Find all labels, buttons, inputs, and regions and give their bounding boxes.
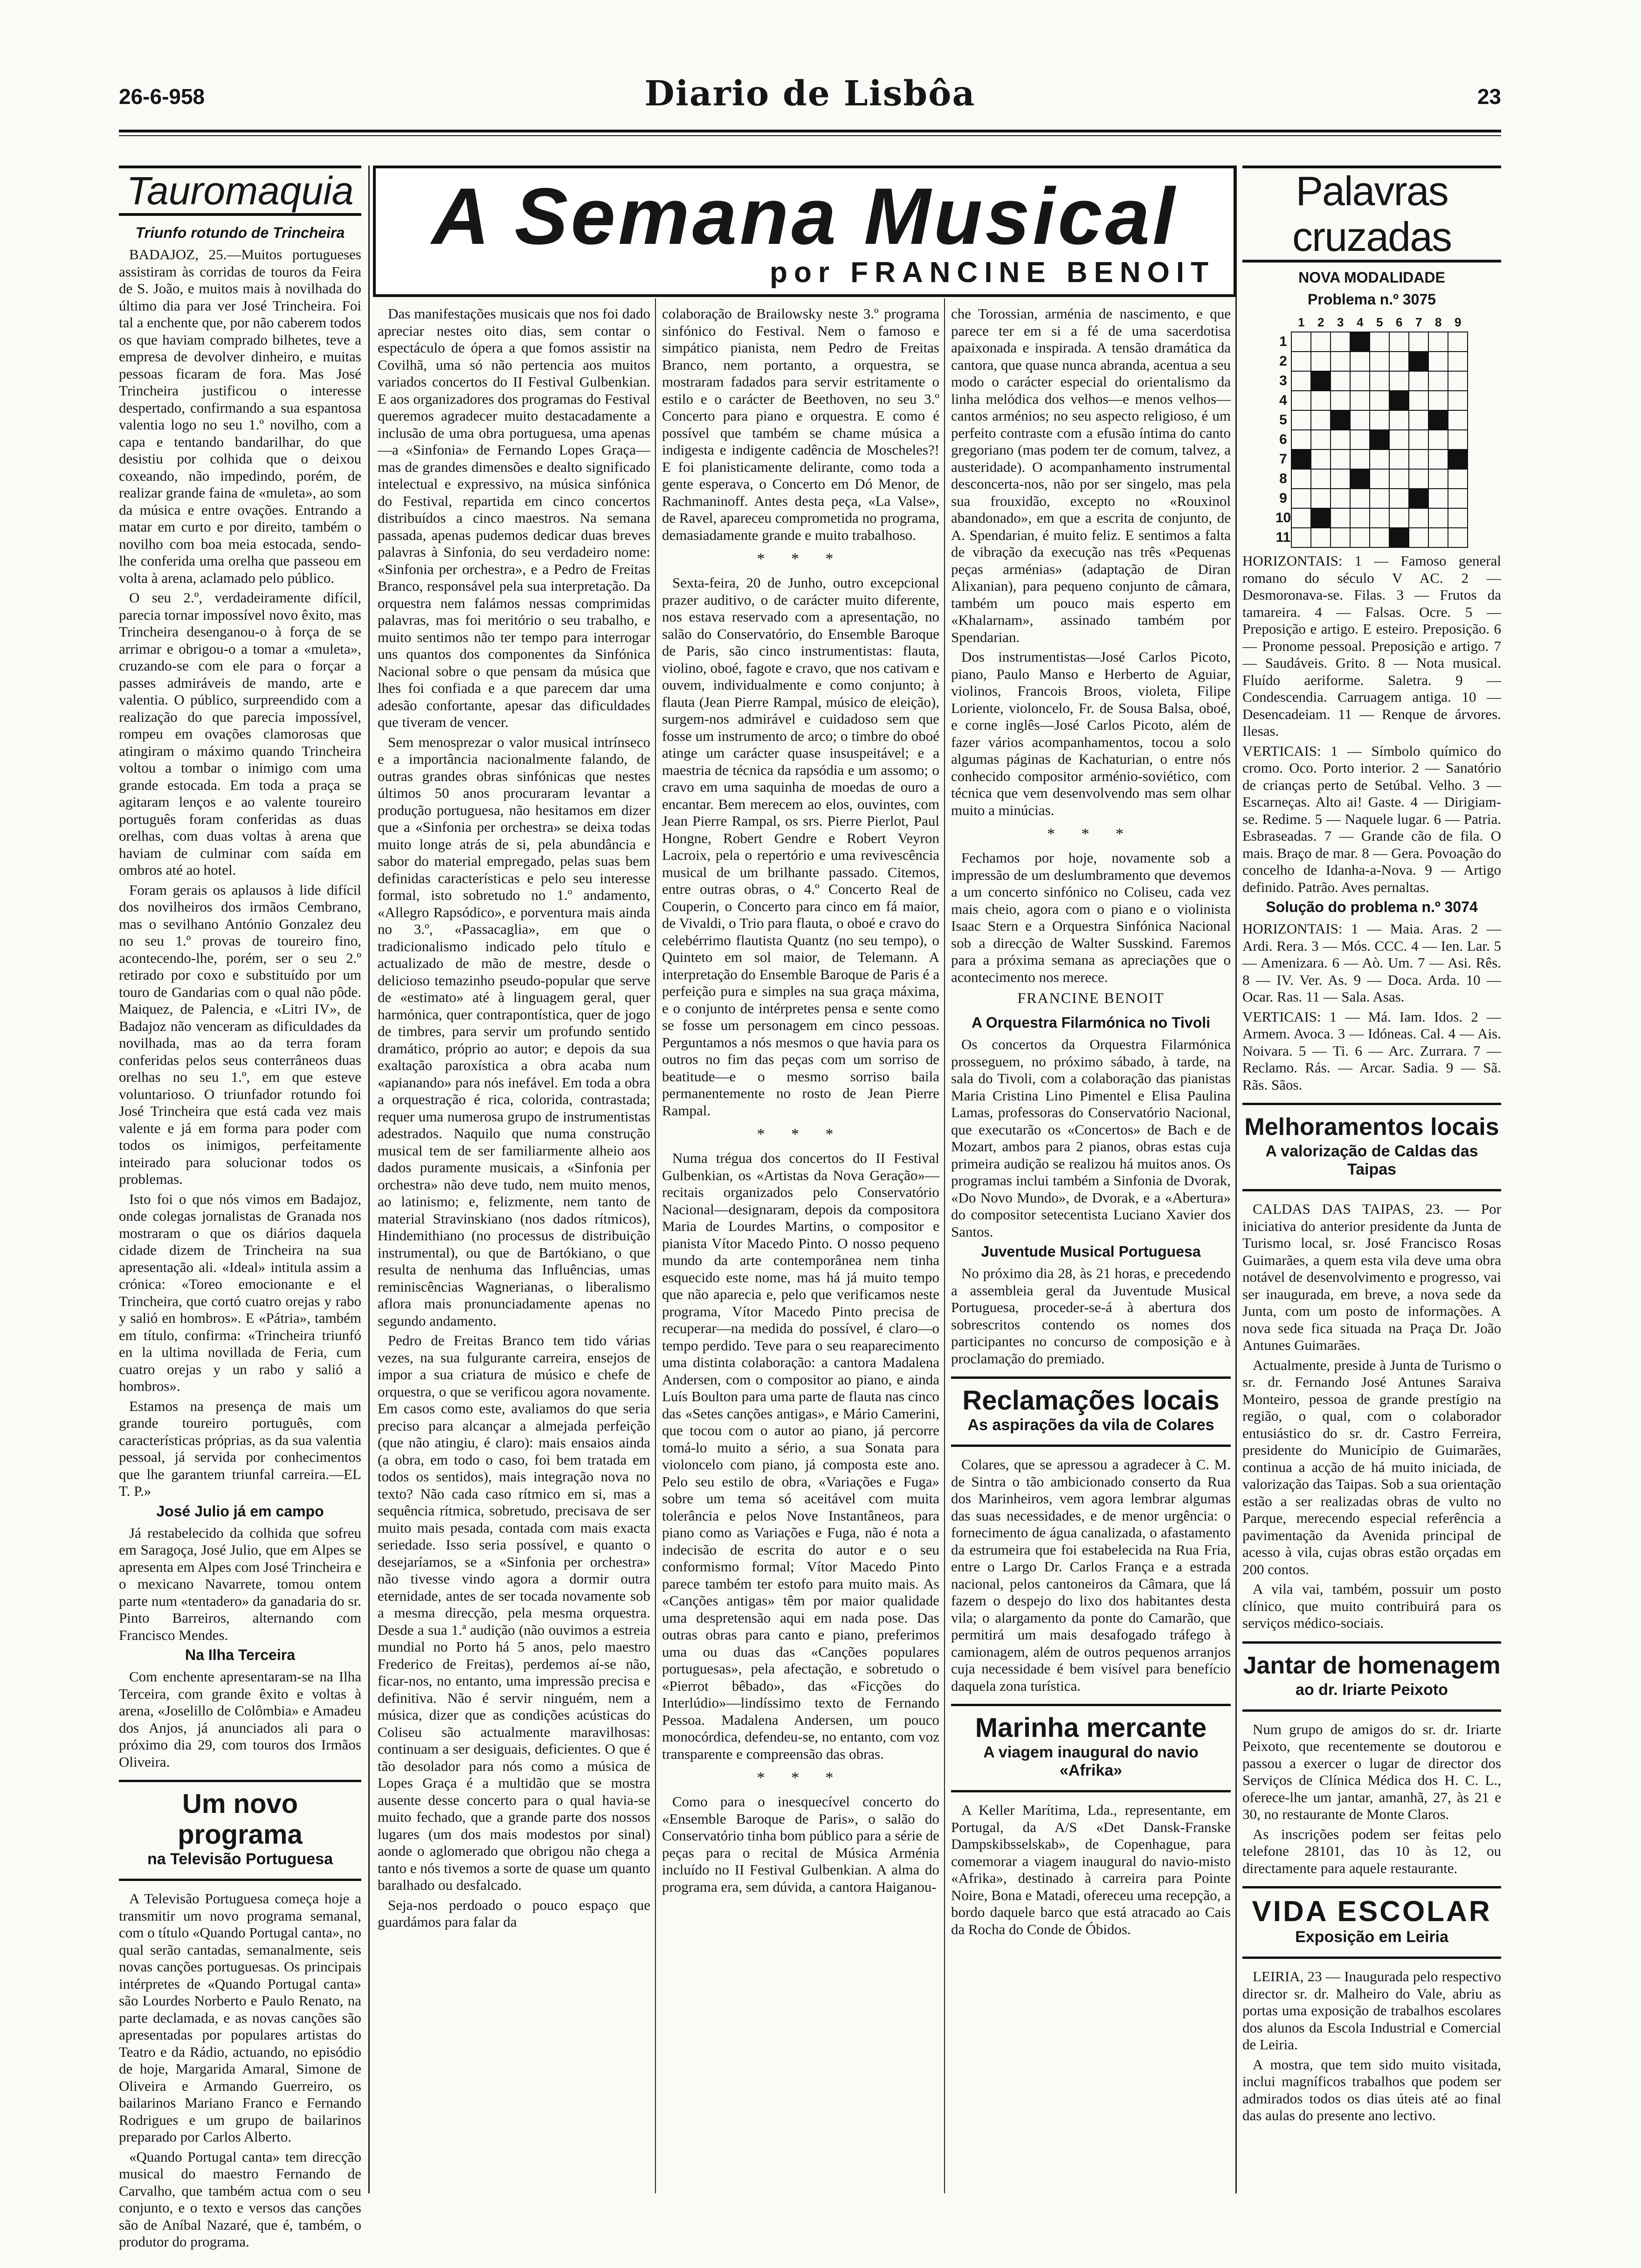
grid-cell[interactable] (1350, 410, 1370, 430)
crossword-grid[interactable] (1276, 313, 1468, 548)
grid-black-cell (1409, 489, 1428, 508)
grid-column-number: 6 (1395, 315, 1403, 329)
crossword-title: Palavras cruzadas (1242, 166, 1501, 263)
subheadline: As aspirações da vila de Colares (967, 1416, 1214, 1434)
grid-row-number: 7 (1279, 451, 1287, 467)
headline: A Orquestra Filarmónica no Tivoli (971, 1014, 1211, 1031)
vida-escolar-box (1242, 1886, 1501, 1959)
music-banner (373, 166, 1236, 297)
banner-title: A Semana Musical (432, 172, 1178, 261)
masthead-rule (119, 130, 1501, 132)
grid-row-number: 5 (1279, 412, 1287, 428)
grid-cell[interactable] (1291, 410, 1311, 430)
paragraph: Sexta-feira, 20 de Junho, outro excepcional prazer auditivo, o de carácter muito diferente, nos estava reservado com a apresentação, no salão do Conservatório, do Ensemble Baroque de Paris, são cinco instrumentistas: flauta, violino, oboé, fagote e cravo, que nos cativam e ouvem, individualmente e como conjunto; à flauta (Jean Pierre Rampal, músico de eleição), surgem-nos admirável e cuidadoso sem que fosse um instrumento de arco; o timbre do oboé atinge um carácter quase insuspeitável; e a maestria de técnica da rapsódia e um assomo; o cravo em uma saquinha de moedas de ouro a encantar. Bem merecem ao elos, ouvintes, com Jean Pierre Rampal, os srs. Pierre Pierlot, Paul Hongne, Robert Gendre e Robert Veyron Lacroix, pela o repertório e uma revivescência musical de um brilhante passado. Citemos, entre outras obras, o 4.º Concerto Real de Couperin, o Concerto para cinco em fá maior, de Vivaldi, o Trio para flauta, o oboé e cravo do celebérrimo flautista Quantz (no seu tempo), o Quinteto em sol maior, de Telemann. A interpretação do Ensemble Baroque de Paris é a perfeição pura e simples na sua graça máxima, e o conjunto de intérpretes pensa e sente como se fosse um personagem em cinco pessoas. Perguntamos a nós mesmos o que havia para os outros no fim das peças com um sorriso de beatitude—e o mesmo sorriso baila permanentemente no rosto de Jean Pierre Rampal. (662, 574, 939, 1119)
column-right (1242, 166, 1501, 2193)
paragraph: A Keller Marítima, Lda., representante, em Portugal, da A/S «Det Dansk-Franske Dampskibsselskab», de Copenhague, para comemorar a viagem inaugural do navio-misto «Afrika», destinado à carreira para Pointe Noire, Bona e Matadi, ofereceu uma recepção, a bordo daquele barco que está atracado ao Cais da Rocha do Conde de Óbidos. (951, 1802, 1231, 1937)
grid-cell[interactable] (1291, 332, 1311, 352)
headline: Juventude Musical Portuguesa (981, 1243, 1201, 1260)
grid-black-cell (1311, 508, 1331, 528)
grid-cell[interactable] (1331, 449, 1350, 469)
grid-black-cell (1448, 449, 1468, 469)
grid-cell[interactable] (1311, 430, 1331, 449)
grid-cell[interactable] (1409, 332, 1428, 352)
separator-stars: * * * (1047, 825, 1135, 843)
grid-cell[interactable] (1311, 489, 1331, 508)
crossword-problem: Problema n.º 3075 (1308, 291, 1436, 308)
grid-black-cell (1428, 410, 1448, 430)
grid-cell[interactable] (1428, 508, 1448, 528)
grid-cell[interactable] (1311, 528, 1331, 547)
paragraph: Com enchente apresentaram-se na Ilha Terceira, com grande êxito e voltas à arena, «Joselillo de Colômbia» e Amadeu dos Anjos, já anunciados ali para o próximo dia 29, com touros dos Irmãos Oliveira. (119, 1668, 361, 1770)
grid-cell[interactable] (1331, 508, 1350, 528)
column-music-2 (662, 305, 939, 2193)
paragraph: A mostra, que tem sido muito visitada, inclui magníficos trabalhos que podem ser admirados todos os dias úteis até ao final das aulas do presente ano lectivo. (1242, 2056, 1501, 2123)
headline: VIDA ESCOLAR (1252, 1895, 1492, 1928)
grid-cell[interactable] (1448, 508, 1468, 528)
paragraph: Fechamos por hoje, novamente sob a impressão de um deslumbramento que devemos a um concerto sinfónico no Coliseu, cada vez mais cheio, agora com o piano e o violinista Isaac Stern e a Orquestra Sinfónica Nacional sob a direcção de Walter Susskind. Faremos para a próxima semana as apreciações que o acontecimento nos merece. (951, 850, 1231, 985)
headline: Melhoramentos locais (1244, 1113, 1499, 1141)
grid-cell[interactable] (1350, 352, 1370, 371)
grid-cell[interactable] (1370, 410, 1389, 430)
banner-byline: por FRANCINE BENOIT (770, 256, 1215, 289)
paragraph: Colares, que se apressou a agradecer à C. M. de Sintra o tão ambicionado conserto da Rua dos Marinheiros, vem agora lembrar algumas das suas necessidades, e de menor urgência: o fornecimento de água canalizada, o afastamento da estrumeira que foi estabelecida na Rua Fria, entre o Largo Dr. Carlos França e a estrada nacional, pelos cantoneiros da Câmara, que lá fazem o despejo do lixo dos habitantes desta vila; o alargamento da ponte do Camarão, que permitirá um mais desafogado tráfego à camionagem, além de outros pequenos arranjos cuja necessidade é bem visível para benefício daquela zona turística. (951, 1456, 1231, 1694)
paragraph: Estamos na presença de mais um grande toureiro português, com características próprias, as da sua valentia pessoal, já servida por conhecimentos que lhe garantem triunfal carreira.—EL T. P.» (119, 1397, 361, 1499)
subheadline: ao dr. Iriarte Peixoto (1296, 1680, 1448, 1699)
subheadline: Exposição em Leiria (1295, 1928, 1448, 1946)
paragraph: Numa trégua dos concertos do II Festival Gulbenkian, os «Artistas da Nova Geração»—recitais organizados pelo Conservatório Nacional—designaram, depois da compositora Maria de Lourdes Martins, o compositor e pianista Vítor Macedo Pinto. O nosso pequeno mundo da arte contemporânea nem tinha esquecido este nome, mas há já muito tempo que não aparecia e, pelo que verificamos neste programa, Vítor Macedo Pinto precisa de recuperar—na medida do possível, é claro—o tempo perdido. Teve para o seu reaparecimento uma distinta colaboração: a cantora Madalena Andersen, com o compositor ao piano, e ainda Luís Boulton para uma parte de flauta nas cinco das «Setes canções antigas», e Mário Camerini, que tocou com o autor ao piano, já percorre tomá-lo muito a sério, a sua Sonata para violoncelo com piano, já composta este ano. Pelo seu estilo de obra, «Variações e Fuga» sobre um tema só aceitável com muita tolerância e pelos Nove Instantâneos, para piano como as Variações e Fuga, não é nota a indecisão de escrita do autor e o seu conformismo formal; Vítor Macedo Pinto parece também ter estofo para muito mais. As «Canções antigas» têm por maior qualidade uma despretensão aqui em nada pose. Das outras obras para canto e piano, preferimos uma ou duas das «Canções populares portuguesas», pela afectação, e sobretudo o «Pierrot bêbado», das «Ficções do Interlúdio»—lindíssimo texto de Fernando Pessoa. Madalena Andersen, um pouco monocórdica, defendeu-se, no entanto, com voz transparente e compreensão das obras. (662, 1150, 939, 1762)
paragraph: A vila vai, também, possuir um posto clínico, que muito contribuirá para os serviços médico-sociais. (1242, 1581, 1501, 1631)
grid-cell[interactable] (1389, 508, 1409, 528)
paragraph: No próximo dia 28, às 21 horas, e precedendo a assembleia geral da Juventude Musical Portuguesa, proceder-se-á à abertura dos sobrescritos contendo os nomes dos participantes no concurso de composição e à proclamação do premiado. (951, 1265, 1231, 1367)
grid-cell[interactable] (1389, 410, 1409, 430)
grid-cell[interactable] (1350, 391, 1370, 410)
grid-cell[interactable] (1291, 508, 1311, 528)
author-signature: FRANCINE BENOIT (1017, 989, 1165, 1006)
grid-cell[interactable] (1291, 489, 1311, 508)
grid-cell[interactable] (1428, 332, 1448, 352)
crossword-modality: NOVA MODALIDADE (1298, 269, 1445, 286)
grid-cell[interactable] (1448, 332, 1468, 352)
headline: Jantar de homenagem (1243, 1652, 1501, 1679)
grid-cell[interactable] (1428, 371, 1448, 391)
grid-cell[interactable] (1291, 528, 1311, 547)
grid-cell[interactable] (1409, 469, 1428, 489)
column-tauromaquia (119, 166, 361, 2250)
paragraph: Seja-nos perdoado o pouco espaço que guardámos para falar da (378, 1896, 650, 1930)
column-rule (368, 166, 370, 2193)
grid-cell[interactable] (1370, 371, 1389, 391)
paragraph: Já restabelecido da colhida que sofreu em Saragoça, José Julio, que em Alpes se apresenta em Alpes com José Trincheira e o mexicano Navarrete, tomou ontem parte num «tentadero» da ganadaria do sr. Pinto Barreiros, alternando com Francisco Mendes. (119, 1524, 361, 1643)
section-title: Tauromaquia (119, 166, 361, 216)
grid-column-number: 5 (1376, 315, 1383, 329)
grid-cell[interactable] (1370, 352, 1389, 371)
grid-cell[interactable] (1350, 489, 1370, 508)
grid-column-number: 8 (1434, 315, 1442, 329)
grid-row-number: 10 (1275, 510, 1291, 526)
headline: Triunfo rotundo de Trincheira (135, 224, 345, 241)
subheadline: A viagem inaugural do navio «Afrika» (983, 1743, 1199, 1779)
tv-box (119, 1780, 361, 1881)
grid-cell[interactable] (1291, 371, 1311, 391)
grid-cell[interactable] (1291, 352, 1311, 371)
grid-cell[interactable] (1350, 449, 1370, 469)
grid-cell[interactable] (1428, 469, 1448, 489)
jantar-box (1242, 1641, 1501, 1712)
grid-cell[interactable] (1370, 332, 1389, 352)
grid-row-number: 11 (1276, 530, 1291, 545)
paragraph: Isto foi o que nós vimos em Badajoz, onde colegas jornalistas de Granada nos mostraram o que os diários daquela cidade dizem de Trincheira na sua apresentação ali. «Ideal» intitula assim a crónica: «Toreo emocionante e el Trincheira, que cortó cuatro orejas y rabo y salió en hombros». E «Pátria», também em título, confirma: «Trincheira triunfó en la ultima novillada de Feria, cum cuatro orejas y un rabo y salió a hombros». (119, 1190, 361, 1394)
grid-cell[interactable] (1409, 528, 1428, 547)
grid-black-cell (1291, 449, 1311, 469)
grid-corner (1276, 313, 1291, 332)
grid-cell[interactable] (1428, 352, 1448, 371)
column-music-3 (951, 305, 1231, 2193)
grid-cell[interactable] (1311, 352, 1331, 371)
solution-title: Solução do problema n.º 3074 (1266, 899, 1478, 915)
grid-black-cell (1331, 410, 1350, 430)
separator-stars: * * * (757, 1769, 845, 1786)
grid-column-number: 1 (1297, 315, 1305, 329)
grid-row-number: 8 (1279, 471, 1287, 486)
page-number: 23 (1477, 84, 1501, 109)
grid-row-number: 1 (1279, 334, 1287, 349)
grid-cell[interactable] (1448, 352, 1468, 371)
grid-black-cell (1311, 371, 1331, 391)
headline: Reclamações locais (962, 1385, 1220, 1416)
grid-row-number: 4 (1279, 393, 1287, 408)
paragraph: Foram gerais os aplausos à lide difícil dos novilheiros dos irmãos Cembrano, mas o sevilhano António Gonzalez deu no seu 1.º provas de toureiro fino, acontecendo-lhe, porém, ser o seu 2.º retirado por coxo e substituído por um touro de Gandarias com o qual não pôde. Maiquez, de Palencia, e «Litri IV», de Badajoz não venceram as dificuldades da novilhada, mas ao da terra foram conferidas pelos seus conterrâneos duas orelhas no seu 1.º, em que esteve voluntarioso. O triunfador rotundo foi José Trincheira que está cada vez mais valente e já em forma para poder com todos os inimigos, perfeitamente inteirado para solucionar todos os problemas. (119, 881, 361, 1187)
subheadline: A valorização de Caldas das Taipas (1265, 1142, 1478, 1178)
grid-black-cell (1409, 352, 1428, 371)
paragraph: Dos instrumentistas—José Carlos Picoto, piano, Paulo Manso e Herberto de Aguiar, violinos, Francois Broos, violeta, Filipe Loriente, violoncelo, Fr. de Sousa Balsa, oboé, e corne inglês—José Carlos Picoto, além de fazer vários acompanhamentos, tocou a solo algumas páginas de Kachaturian, o entre nós conhecido compositor arménio-soviético, com técnica que vem desenvolvendo mas sem olhar muito a minúcias. (951, 649, 1231, 818)
grid-cell[interactable] (1409, 430, 1428, 449)
grid-cell[interactable] (1291, 430, 1311, 449)
paragraph: O seu 2.º, verdadeiramente difícil, parecia tornar impossível novo êxito, mas Trincheira desenganou-o à força de se arrimar e obrigou-o a tomar a «muleta», cruzando-se com ele para o forçar a passes admiráveis de mando, arte e valentia. O público, surpreendido com a realização do que parecia impossível, rompeu em ovações clamorosas que atingiram o máximo quando Trincheira voltou a tombar o inimigo com uma grande estocada. Em toda a praça se agitaram lenços e ao valente toureiro português foram conferidas as duas orelhas, com duas voltas à arena que haviam de culminar com saída em ombros até ao hotel. (119, 589, 361, 878)
grid-cell[interactable] (1389, 469, 1409, 489)
headline: José Julio já em campo (156, 1502, 324, 1520)
solution-vertical: VERTICAIS: 1 — Má. Iam. Idos. 2 — Armem. Avoca. 3 — Idóneas. Cal. 4 — Ais. Noivara. 5 — Ti. 6 — Arc. Zurrara. 7 — Reclamo. Rás. — Arcar. Sadia. 9 — Sã. Rãs. Sãos. (1242, 1008, 1501, 1093)
grid-cell[interactable] (1331, 332, 1350, 352)
paragraph: Num grupo de amigos do sr. dr. Iriarte Peixoto, que recentemente se doutorou e passou a exercer o lugar de director dos Serviços de Clínica Médica dos H. C. L., oferece-lhe um jantar, amanhã, 27, às 21 e 30, no restaurante de Monte Claros. (1242, 1721, 1501, 1822)
grid-cell[interactable] (1370, 528, 1389, 547)
grid-cell[interactable] (1409, 449, 1428, 469)
grid-row-number: 9 (1279, 491, 1287, 506)
paragraph: A Televisão Portuguesa começa hoje a transmitir um novo programa semanal, com o título «Quando Portugal canta», no qual serão cantadas, semanalmente, seis novas canções portuguesas. Os principais intérpretes de «Quando Portugal canta» são Lourdes Norberto e Paulo Renato, na parte declamada, e as novas canções são apresentadas por populares artistas do Teatro e da Rádio, actuando, no episódio de hoje, Margarida Amaral, Simone de Oliveira e Armando Guerreiro, os bailarinos Mariano Franco e Fernando Rodrigues e um grupo de bailarinos preparado por Carlos Alberto. (119, 1890, 361, 2145)
grid-cell[interactable] (1428, 489, 1448, 508)
solution-horizontal: HORIZONTAIS: 1 — Maia. Aras. 2 — Ardi. Rera. 3 — Mós. CCC. 4 — Ien. Lar. 5 — Amenizara. 6 — Aò. Um. 7 — Asi. Rês. 8 — IV. Ver. As. 9 — Doca. Arda. 10 — Ocar. Ras. 11 — Sala. Asas. (1242, 920, 1501, 1005)
grid-row-number: 2 (1279, 353, 1287, 369)
grid-cell[interactable] (1311, 449, 1331, 469)
grid-cell[interactable] (1350, 508, 1370, 528)
grid-cell[interactable] (1428, 528, 1448, 547)
grid-cell[interactable] (1409, 371, 1428, 391)
separator-stars: * * * (757, 1126, 845, 1143)
grid-cell[interactable] (1331, 528, 1350, 547)
paragraph: LEIRIA, 23 — Inaugurada pelo respectivo director sr. dr. Malheiro do Vale, abriu as portas uma exposição de trabalhos escolares dos alunos da Escola Industrial e Comercial de Leiria. (1242, 1968, 1501, 2053)
paragraph: che Torossian, arménia de nascimento, e que parece ter em si a fé de uma sacerdotisa apaixonada e inspirada. A tensão dramática da cantora, que quase nunca abranda, acentua a seu modo o carácter especial do orientalismo da linha melódica dos velhos—e menos velhos—cantos arménios; no seu aspecto religioso, é um perfeito contraste com a efusão íntima do canto gregoriano (mas podem ter de comum, talvez, a austeridade). O acompanhamento instrumental desconcerta-nos, não por ser singelo, mas pela sua frouxidão, excepto no «Rouxinol abandonado», em que a escrita de conjunto, de A. Spendarian, é muito feliz. E sentimos a falta de vibração da execução nas três «Pequenas peças arménias» (adaptação de Diran Alixanian), para pequeno conjunto de câmara, também um pouco mais esperto em «Khalarnam», assinado também por Spendarian. (951, 305, 1231, 645)
crossword-clues-horizontal: HORIZONTAIS: 1 — Famoso general romano do século V AC. 2 — Desmoronava-se. Filas. 3 — Frutos da tamareira. 4 — Falsas. Ocre. 5 — Preposição e artigo. E esteiro. Preposição. 6 — Pronome pessoal. Preposição e artigo. 7 — Saudáveis. Grito. 8 — Nota musical. Fluído aeriforme. Saletra. 9 — Condescendia. Carruagem antiga. 10 — Desencadeiam. 11 — Renque de árvores. Ilesas. (1242, 553, 1501, 739)
grid-cell[interactable] (1370, 449, 1389, 469)
paragraph: «Quando Portugal canta» tem direcção musical do maestro Fernando de Carvalho, que também actua com o seu conjunto, e o texto e versos das canções são de Aníbal Nazaré, que é, também, o produtor do programa. (119, 2148, 361, 2250)
column-rule (944, 298, 945, 2193)
grid-cell[interactable] (1350, 430, 1370, 449)
melhoramentos-box (1242, 1103, 1501, 1191)
paragraph: CALDAS DAS TAIPAS, 23. — Por iniciativa do anterior presidente da Junta de Turismo local, sr. José Francisco Rosas Guimarães, a quem esta vila deve uma obra notável de desenvolvimento e progresso, vai ser inaugurada, em breve, a nova sede da Junta, com um posto de informações. A nova sede fica situada na Praça Dr. João Antunes Guimarães. (1242, 1201, 1501, 1353)
grid-cell[interactable] (1331, 371, 1350, 391)
paragraph: BADAJOZ, 25.—Muitos portugueses assistiram às corridas de touros da Feira de S. João, e muitos mais à novilhada do último dia para ver José Trincheira. Foi tal a enchente que, por não caberem todos os que haviam comprado bilhetes, teve a empresa de devolver dinheiro, e muitas pessoas ficaram de fora. Mas José Trincheira justificou o interesse despertado, confirmando a sua espantosa valentia logo no seu 1.º novilho, com a capa e tentando bandarilhar, do que desistiu por colhida que o deixou coxeando, não impedindo, porém, de realizar grande faina de «muleta», ao som da música e entre ovações. Entrando a matar em curto e por direito, também o novilho com boa meia estocada, sendo-lhe conferida uma orelha que passeou em volta à arena, aclamado pelo público. (119, 246, 361, 586)
masthead-rule-thin (119, 135, 1501, 136)
grid-cell[interactable] (1370, 391, 1389, 410)
grid-cell[interactable] (1448, 371, 1468, 391)
grid-cell[interactable] (1389, 332, 1409, 352)
issue-date: 26-6-958 (119, 84, 205, 109)
grid-black-cell (1350, 332, 1370, 352)
grid-cell[interactable] (1448, 469, 1468, 489)
paragraph: Sem menosprezar o valor musical intrínseco e a importância nacionalmente falando, de outras grandes obras sinfónicas que nestes últimos 50 anos procuraram levantar a produção portuguesa, não hesitamos em dizer que a «Sinfonia per orchestra» se deixa todas muito longe atrás de si, pela abundância e sabor do material empregado, pelas suas bem definidas características e pelo seu interesse formal, isto sobretudo no 1.º andamento, «Allegro Rapsódico», e porventura mais ainda no 3.º, «Passacaglia», em que o tradicionalismo indicado pelo título e actualizado de mão de mestre, desde o delicioso temazinho pseudo-popular que serve de «estimato» até à linguagem geral, quer harmónica, quer contrapontística, quer de jogo de timbres, para servir um profundo sentido dramático, próprio ao autor; e depois da sua exaltação paroxística a obra acaba num «apianando» para nós inefável. Em toda a obra a orquestração é rica, colorida, contrastada; requer uma numerosa grupo de instrumentistas adestrados. Naquilo que numa construção musical tem de ser familiarmente alheio aos dados puramente musicais, a «Sinfonia per orchestra» não deve tudo, nem muito menos, ao latinismo; e, felizmente, nem tanto de material Stravinskiano (nos dados rítmicos), Hindemithiano (no processus de distribuição instrumental), ou que de Bartókiano, o que resulta de nenhuma das Influências, umas reminiscências Wagnerianas, o liberalismo aflora mais pronunciadamente apenas no segundo andamento. (378, 733, 650, 1329)
grid-column-number: 3 (1337, 315, 1344, 329)
grid-cell[interactable] (1291, 391, 1311, 410)
grid-cell[interactable] (1331, 469, 1350, 489)
grid-cell[interactable] (1389, 430, 1409, 449)
paragraph: Actualmente, preside à Junta de Turismo o sr. dr. Fernando José Antunes Saraiva Monteiro, pessoa de grande prestígio na região, o qual, com o colaborador entusiástico do sr. dr. Castro Ferreira, presidente do Município de Guimarães, continua a acção de há muito iniciada, de valorização das Taipas. Sob a sua orientação estão a ser realizadas obras de vulto no Parque, merecendo especial referência a pavimentação da Avenida principal de acesso à vila, cujas obras estão orçadas em 200 contos. (1242, 1356, 1501, 1577)
masthead (119, 70, 1501, 121)
column-rule (655, 298, 656, 2193)
grid-cell[interactable] (1389, 449, 1409, 469)
grid-cell[interactable] (1311, 469, 1331, 489)
grid-black-cell (1389, 391, 1409, 410)
grid-cell[interactable] (1448, 489, 1468, 508)
grid-black-cell (1370, 430, 1389, 449)
grid-black-cell (1389, 528, 1409, 547)
paragraph: Das manifestações musicais que nos foi dado apreciar nestes oito dias, sem contar o espectáculo de ópera a que fomos assistir na Covilhã, uma só não pertencia aos muitos variados concertos do II Festival Gulbenkian. E aos organizadores dos programas do Festival queremos agradecer muito destacadamente a inclusão de uma obra portuguesa, uma apenas—a «Sinfonia» de Fernando Lopes Graça—mas de grandes dimensões e dealto significado intelectual e expressivo, na música sinfónica do Festival, repartida em cinco concertos distribuídos a cinco maestros. Na semana passada, apenas pudemos dedicar duas breves palavras à Sinfonia, do seu verdadeiro nome: «Sinfonia per orchestra», e a Pedro de Freitas Branco, responsável pela sua interpretação. Da orquestra nem falámos nessas comprimidas palavras, mas foi meritório o seu trabalho, e muito sentimos não ter tempo para interrogar uns quantos dos componentes da Sinfónica Nacional sobre o que pensam da música que lhes foi confiada e a que parecem dar uma adesão confortante, apesar das dificuldades que tiveram de vencer. (378, 305, 650, 730)
grid-column-number: 9 (1454, 315, 1462, 329)
grid-cell[interactable] (1448, 528, 1468, 547)
separator-stars: * * * (757, 550, 845, 567)
paragraph: Pedro de Freitas Branco tem tido várias vezes, na sua fulgurante carreira, ensejos de impor a sua criatura de músico e chefe de orquestra, o que se verificou agora novamente. Em casos como este, avaliamos do que seria preciso para alcançar a almejada perfeição (que não atingiu, é claro): mais ensaios ainda (a obra, em todo o caso, foi bem tratada em todos os sentidos), mais integração nova no texto? Não cada caso rítmico em si, mas a sequência rítmica, sobretudo, precisava de ser muito mais pesada, contada com mais exacta seriedade. Isso seria possível, e quanto o desejaríamos, se a «Sinfonia per orchestra» não tivesse vindo agora a dormir outra eternidade, antes de ser tocada novamente sob a mesma direcção, pela mesma orquestra. Desde a sua 1.ª audição (não ouvimos a estreia mundial no Porto há 5 anos, pelo maestro Frederico de Freitas), perdemos aí-se não, ficar-nos, no entanto, uma impressão precisa e definitiva. Não é servir ninguém, nem a música, dizer que as condições acústicas do Coliseu são actualmente maravilhosas: continuam a ser desiguais, deficientes. O que é tão desolador para nós como a música de Lopes Graça é a multidão que se mostra ausente desse concerto para o qual havia-se muito fechado, que a grande parte dos nossos lugares (um dos mais modestos por sinal) aonde o aglomerado que obrigou não chega a tanto e nós tivemos a sorte de quase um quanto baralhado ou desfalcado. (378, 1332, 650, 1893)
grid-cell[interactable] (1428, 430, 1448, 449)
grid-row-number: 3 (1279, 373, 1287, 388)
grid-cell[interactable] (1428, 391, 1448, 410)
grid-column-number: 2 (1317, 315, 1324, 329)
grid-row-number: 6 (1279, 432, 1287, 447)
headline: Um novo programa (178, 1789, 303, 1850)
grid-column-number: 7 (1415, 315, 1422, 329)
paragraph: colaboração de Brailowsky neste 3.º programa sinfónico do Festival. Nem o famoso e simpático pianista, nem Pedro de Freitas Branco, nem portanto, a orquestra, se mostraram fadados para servir estritamente o estilo e o carácter de Beethoven, no seu 3.º Concerto para piano e orquestra. E como é possível que também se chame música a indigesta e indigente cadência de Moscheles?! E foi planisticamente delirante, como toda a gente esperava, o Concerto em Dó Menor, de Rachmaninoff. Antes desta peça, «La Valse», de Ravel, apareceu comprometida no programa, demasiadamente grande e muito trabalhoso. (662, 305, 939, 543)
grid-cell[interactable] (1409, 508, 1428, 528)
grid-cell[interactable] (1389, 371, 1409, 391)
column-rule (1235, 166, 1237, 2193)
grid-column-number: 4 (1356, 315, 1364, 329)
headline: Na Ilha Terceira (185, 1646, 295, 1663)
grid-black-cell (1350, 469, 1370, 489)
grid-cell[interactable] (1409, 391, 1428, 410)
grid-cell[interactable] (1331, 430, 1350, 449)
grid-cell[interactable] (1331, 489, 1350, 508)
subheadline: na Televisão Portuguesa (147, 1850, 333, 1868)
grid-cell[interactable] (1291, 469, 1311, 489)
paragraph: Os concertos da Orquestra Filarmónica prosseguem, no próximo sábado, à tarde, na sala do Tivoli, com a colaboração das pianistas Maria Cristina Lino Pimentel e Elisa Paulina Lamas, professoras do Conservatório Nacional, que executarão os «Concertos» de Bach e de Mozart, ambos para 2 pianos, obras estas cuja primeira audição se realizou há muitos anos. Os programas inclui também a Sinfonia de Dvorak, «Do Novo Mundo», de Dvorak, e a «Abertura» do compositor setecentista Luciano Xavier dos Santos. (951, 1036, 1231, 1240)
grid-cell[interactable] (1448, 391, 1468, 410)
headline: Marinha mercante (975, 1713, 1207, 1743)
grid-cell[interactable] (1448, 430, 1468, 449)
grid-cell[interactable] (1331, 352, 1350, 371)
grid-cell[interactable] (1350, 371, 1370, 391)
grid-cell[interactable] (1311, 332, 1331, 352)
column-music-1 (378, 305, 650, 2193)
reclamacoes-box (951, 1376, 1231, 1447)
marinha-box (951, 1704, 1231, 1792)
paragraph: Como para o inesquecível concerto do «Ensemble Baroque de Paris», o salão do Conservatório tinha bom público para a série de peças para o recital de Música Arménia incluído no II Festival Gulbenkian. A alma do programa era, sem dúvida, a cantora Haiganou- (662, 1793, 939, 1895)
grid-cell[interactable] (1350, 528, 1370, 547)
grid-cell[interactable] (1428, 449, 1448, 469)
paragraph: As inscrições podem ser feitas pelo telefone 28101, das 10 às 12, ou directamente para aquele restaurante. (1242, 1825, 1501, 1876)
grid-cell[interactable] (1331, 391, 1350, 410)
grid-cell[interactable] (1448, 410, 1468, 430)
newspaper-name: Diario de Lisbôa (644, 74, 976, 114)
grid-cell[interactable] (1370, 469, 1389, 489)
grid-cell[interactable] (1370, 489, 1389, 508)
grid-cell[interactable] (1409, 410, 1428, 430)
grid-cell[interactable] (1389, 352, 1409, 371)
grid-cell[interactable] (1370, 508, 1389, 528)
crossword-clues-vertical: VERTICAIS: 1 — Símbolo químico do cromo. Oco. Porto interior. 2 — Sanatório de crianças perto de Setúbal. Velho. 3 — Escarneças. Alto ai! Gaste. 4 — Dirigiam-se. Redime. 5 — Naquele lugar. 6 — Patria. Esbraseadas. 7 — Grande cão de fila. O mais. Braço de mar. 8 — Gera. Povoação do concelho de Idanha-a-Nova. 9 — Artigo definido. Patrão. Aves pernaltas. (1242, 742, 1501, 895)
grid-cell[interactable] (1311, 391, 1331, 410)
grid-cell[interactable] (1311, 410, 1331, 430)
grid-cell[interactable] (1389, 489, 1409, 508)
